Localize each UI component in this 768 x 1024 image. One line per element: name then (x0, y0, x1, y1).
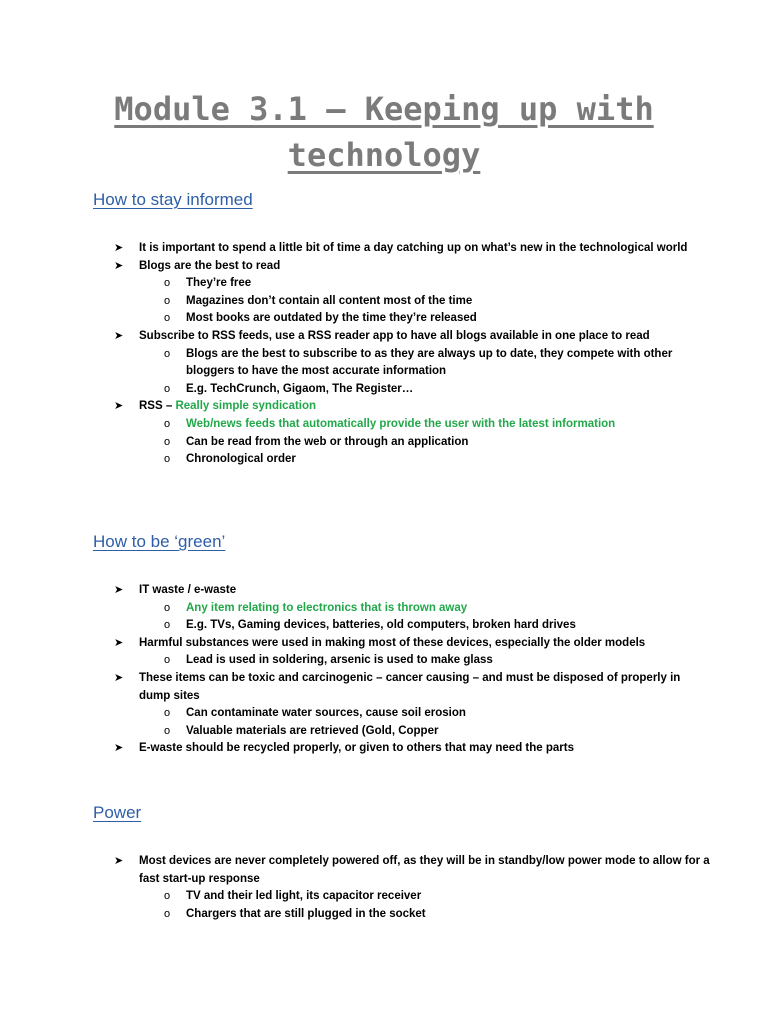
sub-list-item: o TV and their led light, its capacitor receiver (139, 888, 714, 906)
sub-list-item: o E.g. TechCrunch, Gigaom, The Register… (139, 381, 714, 399)
list-item: ➤ E-waste should be recycled properly, or given to others that may need the parts (114, 740, 714, 758)
section-heading-stay-informed: How to stay informed (93, 190, 253, 209)
circle-bullet-icon: o (164, 417, 171, 430)
circle-bullet-icon: o (164, 294, 171, 307)
circle-bullet-icon: o (164, 907, 171, 920)
sub-list (139, 346, 714, 399)
sub-list (139, 416, 714, 469)
highlight-text: Any item relating to electronics that is thrown away (186, 601, 468, 614)
list-item: ➤ Blogs are the best to read o They’re free o Magazines don’t contain all content most of the time o Most books are outdated by the time they’re released (114, 258, 714, 328)
highlight-text: Web/news feeds that automatically provide the user with the latest information (186, 417, 616, 430)
arrowhead-bullet-icon: ➤ (114, 671, 124, 684)
circle-bullet-icon: o (164, 277, 171, 290)
arrowhead-bullet-icon: ➤ (114, 855, 124, 867)
sub-list-item (139, 600, 714, 618)
sub-list-item: o Can be read from the web or through an application (139, 434, 714, 452)
arrowhead-bullet-icon: ➤ (114, 400, 124, 413)
circle-bullet-icon: o (164, 435, 171, 448)
section-list-power (114, 853, 714, 923)
sub-list (139, 275, 714, 328)
sub-list-item: o They’re free (139, 275, 714, 293)
circle-bullet-icon: o (164, 619, 171, 632)
arrowhead-bullet-icon: ➤ (114, 329, 124, 342)
sub-list-item: o Most books are outdated by the time they’re released (139, 310, 714, 328)
list-item: ➤ These items can be toxic and carcinogenic – cancer causing – and must be disposed of properly in dump sites o Can contaminate water sources, cause soil erosion o Valuable materials are retrieved (Gold, Copper (114, 670, 714, 740)
section-heading-power: Power (93, 803, 142, 822)
sub-list-item: o Chronological order (139, 451, 714, 469)
sub-list-item: o Can contaminate water sources, cause soil erosion (139, 705, 714, 723)
circle-bullet-icon: o (164, 601, 171, 614)
sub-list-item: o Chargers that are still plugged in the socket (139, 906, 714, 924)
circle-bullet-icon: o (164, 724, 171, 737)
list-item: ➤ RSS – Really simple syndication o Web/news feeds that automatically provide the user with the latest information o Can be read from the web or through an application o Chronological order (114, 398, 714, 468)
list-item: ➤ It is important to spend a little bit of time a day catching up on what’s new in the technological world (114, 240, 714, 258)
section-list-stay-informed (114, 240, 714, 469)
list-item: ➤ Harmful substances were used in making most of these devices, especially the older models o Lead is used in soldering, arsenic is used to make glass (114, 635, 714, 670)
sub-list (139, 888, 714, 923)
circle-bullet-icon: o (164, 890, 171, 903)
sub-list-item: o Blogs are the best to subscribe to as they are always up to date, they compete with other bloggers to have the most accurate information (164, 347, 673, 378)
sub-list (139, 652, 714, 670)
sub-list-item: o E.g. TVs, Gaming devices, batteries, old computers, broken hard drives (139, 617, 714, 635)
arrowhead-bullet-icon: ➤ (114, 259, 124, 272)
section-list-be-green (114, 582, 714, 758)
sub-list-item: o Lead is used in soldering, arsenic is used to make glass (139, 652, 714, 670)
sub-list (139, 600, 714, 635)
sub-list-item: o Magazines don’t contain all content most of the time (139, 293, 714, 311)
sub-list-item: o Valuable materials are retrieved (Gold, Copper (139, 723, 714, 741)
circle-bullet-icon: o (164, 347, 171, 360)
circle-bullet-icon: o (164, 312, 171, 325)
arrowhead-bullet-icon: ➤ (114, 584, 124, 596)
highlight-text: Really simple syndication (175, 400, 317, 413)
list-item: ➤ Subscribe to RSS feeds, use a RSS reader app to have all blogs available in one place to read o Blogs are the best to subscribe to as they are always up to date, they compete with other bloggers to have the most accurate information o E.g. TechCrunch, Gigaom, The Register… (114, 328, 714, 398)
list-item: ➤ Most devices are never completely powered off, as they will be in standby/low power mode to allow for a fast start-up response o TV and their led light, its capacitor receiver o Chargers that are still plugged in the socket (114, 853, 714, 923)
circle-bullet-icon: o (164, 382, 171, 395)
page-title: Module 3.1 – Keeping up with technology (114, 90, 654, 174)
list-item: ➤ IT waste / e-waste o Any item relating to electronics that is thrown away o E.g. TVs, Gaming devices, batteries, old computers, broken hard drives (114, 582, 714, 635)
circle-bullet-icon: o (164, 654, 171, 667)
arrowhead-bullet-icon: ➤ (114, 742, 124, 755)
arrowhead-bullet-icon: ➤ (114, 636, 124, 649)
arrowhead-bullet-icon: ➤ (114, 242, 124, 254)
circle-bullet-icon: o (164, 453, 171, 466)
sub-list-item (139, 416, 714, 434)
sub-list (139, 705, 714, 740)
circle-bullet-icon: o (164, 707, 171, 720)
section-heading-be-green: How to be ‘green’ (93, 532, 226, 551)
